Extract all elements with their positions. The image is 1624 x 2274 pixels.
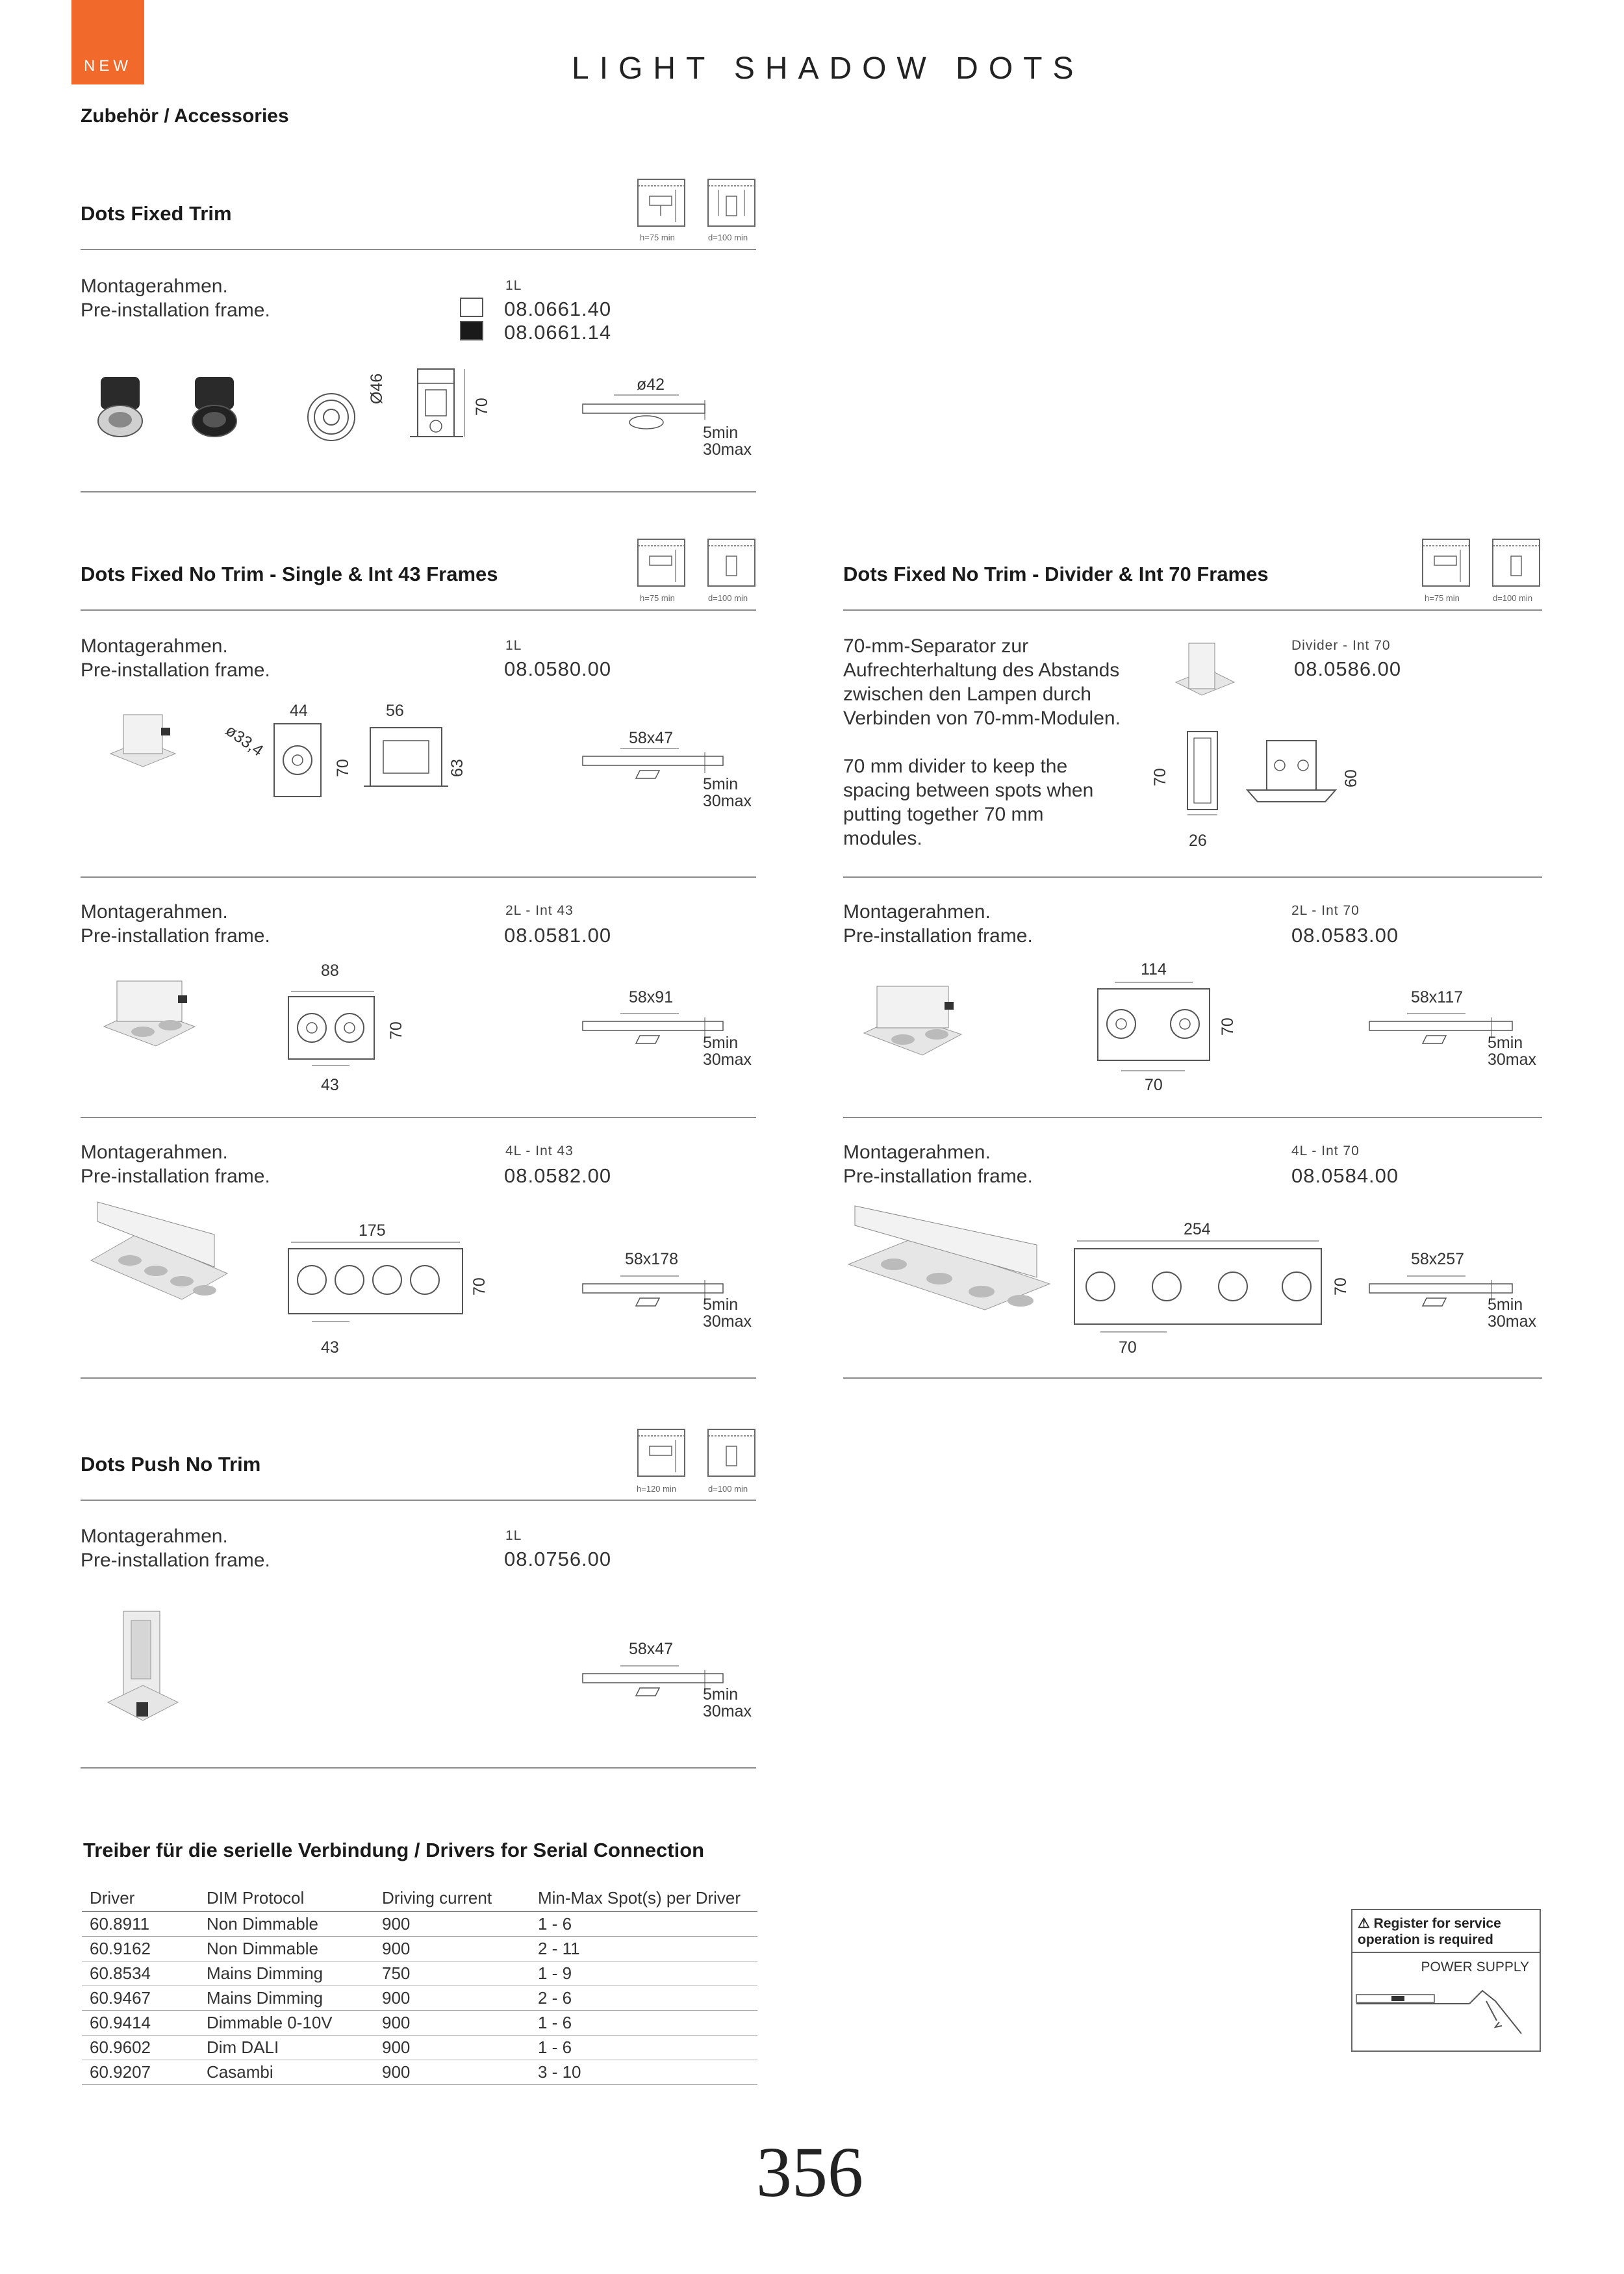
- divider-line: [81, 1377, 756, 1379]
- dim-cutout: 58x91: [629, 988, 674, 1006]
- frame-top-drawing: [1072, 1238, 1325, 1336]
- product-qty: 4L - Int 70: [1291, 1143, 1360, 1158]
- divider-line: [81, 1500, 756, 1501]
- dim-width: 88: [321, 962, 339, 980]
- product-description: Montagerahmen. Pre-installation frame.: [81, 275, 270, 321]
- dim-pitch: 70: [1145, 1076, 1163, 1094]
- divider-line: [81, 1117, 756, 1118]
- service-warning: ⚠ Register for service operation is required: [1352, 1910, 1540, 1953]
- frame-top-drawing: [286, 1240, 468, 1331]
- dim-cutout: 58x47: [629, 729, 674, 747]
- install-depth-icon: [637, 177, 767, 242]
- subheading: Zubehör / Accessories: [81, 105, 289, 127]
- install-note-h: h=75 min: [640, 233, 675, 242]
- dim-pitch: 43: [321, 1076, 339, 1094]
- install-note-h: h=120 min: [637, 1484, 677, 1494]
- front-view-drawing: [305, 390, 364, 448]
- divider-line: [81, 609, 756, 611]
- dim-width: 254: [1184, 1220, 1211, 1238]
- product-photo-frame: [104, 702, 182, 780]
- dim-max: 30max: [703, 792, 752, 810]
- black-finish-swatch: [460, 321, 483, 340]
- install-note-d: d=100 min: [708, 233, 748, 242]
- dim-max: 30max: [703, 1702, 752, 1720]
- product-code: 08.0582.00: [504, 1164, 612, 1187]
- product-qty: Divider - Int 70: [1291, 638, 1391, 653]
- product-photo-frame: [842, 1212, 1056, 1316]
- product-code: 08.0580.00: [504, 658, 612, 680]
- product-qty: 1L: [505, 638, 522, 653]
- divider-line: [843, 609, 1542, 611]
- product-code: 08.0586.00: [1294, 658, 1402, 680]
- product-description: Montagerahmen. Pre-installation frame.: [81, 635, 270, 681]
- power-supply-drawing: [1352, 1975, 1540, 2047]
- power-supply-label: POWER SUPPLY: [1421, 1960, 1529, 1974]
- product-photo-divider: [1169, 637, 1241, 708]
- dim-max: 30max: [703, 441, 752, 459]
- dim-height-1: 70: [334, 759, 352, 777]
- install-note-h: h=75 min: [640, 593, 675, 603]
- product-photo-frame: [857, 975, 968, 1059]
- install-depth-icon: [637, 1427, 767, 1492]
- product-photo-push: [104, 1605, 182, 1728]
- dim-height-1: 70: [1151, 768, 1169, 786]
- product-code-white: 08.0661.40: [504, 298, 612, 320]
- install-note-d: d=100 min: [708, 593, 748, 603]
- dim-cutout: 58x178: [625, 1250, 679, 1268]
- divider-line: [81, 1767, 756, 1769]
- dim-pitch: 70: [1119, 1338, 1137, 1357]
- product-qty: 2L - Int 70: [1291, 903, 1360, 918]
- dim-diameter: Ø46: [368, 373, 386, 404]
- dim-pitch: 43: [321, 1338, 339, 1357]
- dim-width: 26: [1189, 832, 1207, 850]
- dim-height-2: 63: [448, 759, 466, 777]
- dim-max: 30max: [1488, 1051, 1537, 1069]
- product-code: 08.0756.00: [504, 1548, 612, 1570]
- divider-description: 70-mm-Separator zur Aufrechterhaltung des Abstands zwischen den Lampen durch Verbinden von 70-mm-Modulen. 70 mm divider to keep the spacing between spots when putting together 70 mm modules.: [843, 635, 1121, 849]
- frame-top-drawing: [273, 721, 455, 806]
- section-title-no-trim-single: Dots Fixed No Trim - Single & Int 43 Frames: [81, 563, 498, 585]
- divider-drawing: [1182, 729, 1364, 820]
- drivers-table: [82, 1884, 757, 2085]
- page-number: 356: [756, 2132, 863, 2212]
- dim-max: 30max: [703, 1312, 752, 1331]
- divider-line: [843, 1377, 1542, 1379]
- product-qty: 4L - Int 43: [505, 1143, 574, 1158]
- dim-width: 114: [1141, 960, 1167, 978]
- product-description: Montagerahmen. Pre-installation frame.: [843, 1142, 1033, 1187]
- section-title-fixed-trim: Dots Fixed Trim: [81, 202, 232, 225]
- table-row: 60.9467 Mains Dimming 900 2 - 6: [82, 1986, 757, 2011]
- table-row: 60.9414 Dimmable 0-10V 900 1 - 6: [82, 2011, 757, 2036]
- dim-width: 175: [359, 1221, 386, 1240]
- install-depth-icon: [1421, 537, 1551, 602]
- dim-cutout: ø42: [637, 376, 665, 394]
- column-header: Driving current: [374, 1884, 530, 1911]
- drivers-title: Treiber für die serielle Verbindung / Drivers for Serial Connection: [83, 1839, 705, 1861]
- dim-max: 30max: [1488, 1312, 1537, 1331]
- dim-min: 5min: [1488, 1296, 1523, 1314]
- dim-min: 5min: [703, 1034, 739, 1052]
- table-row: 60.8534 Mains Dimming 750 1 - 9: [82, 1961, 757, 1986]
- dim-cutout: 58x117: [1411, 988, 1464, 1006]
- product-code: 08.0583.00: [1291, 924, 1399, 947]
- divider-line: [843, 876, 1542, 878]
- table-row: 60.9162 Non Dimmable 900 2 - 11: [82, 1937, 757, 1961]
- divider-line: [81, 249, 756, 250]
- product-description: Montagerahmen. Pre-installation frame.: [81, 1142, 270, 1187]
- table-row: 60.8911 Non Dimmable 900 1 - 6: [82, 1911, 757, 1937]
- dim-min: 5min: [703, 424, 739, 442]
- divider-line: [81, 876, 756, 878]
- install-note-d: d=100 min: [1493, 593, 1533, 603]
- product-description: Montagerahmen. Pre-installation frame.: [81, 901, 270, 947]
- product-qty: 2L - Int 43: [505, 903, 574, 918]
- dim-min: 5min: [703, 1296, 739, 1314]
- dim-width-2: 56: [386, 702, 404, 720]
- product-photo-spots: [94, 370, 276, 448]
- divider-line: [843, 1117, 1542, 1118]
- product-code-black: 08.0661.14: [504, 321, 612, 344]
- section-title-push-no-trim: Dots Push No Trim: [81, 1453, 261, 1476]
- product-photo-frame: [84, 1208, 234, 1306]
- product-code: 08.0584.00: [1291, 1164, 1399, 1187]
- column-header: Driver: [82, 1884, 199, 1911]
- dim-min: 5min: [703, 1685, 739, 1704]
- brand-title: LIGHT SHADOW DOTS: [572, 51, 1084, 86]
- white-finish-swatch: [460, 298, 483, 317]
- product-description: Montagerahmen. Pre-installation frame.: [843, 901, 1033, 947]
- product-description: Montagerahmen. Pre-installation frame.: [81, 1526, 270, 1571]
- table-row: 60.9207 Casambi 900 3 - 10: [82, 2060, 757, 2085]
- dim-height: 70: [473, 398, 491, 416]
- table-row: 60.9602 Dim DALI 900 1 - 6: [82, 2036, 757, 2060]
- warning-icon: ⚠: [1358, 1916, 1370, 1931]
- product-photo-frame: [97, 968, 201, 1053]
- dim-height: 70: [1332, 1277, 1350, 1296]
- dim-cutout: 58x47: [629, 1640, 674, 1658]
- install-depth-icon: [637, 537, 767, 602]
- dim-height-2: 60: [1342, 769, 1360, 787]
- dim-height: 70: [1219, 1017, 1237, 1036]
- dim-cutout: 58x257: [1411, 1250, 1465, 1268]
- dim-height: 70: [470, 1277, 488, 1296]
- divider-line: [81, 491, 756, 492]
- table-header-row: [82, 1884, 757, 1911]
- install-note-d: d=100 min: [708, 1484, 748, 1494]
- product-qty: 1L: [505, 278, 522, 293]
- product-code: 08.0581.00: [504, 924, 612, 947]
- frame-top-drawing: [286, 989, 383, 1073]
- side-view-drawing: [406, 364, 471, 448]
- dim-min: 5min: [1488, 1034, 1523, 1052]
- column-header: DIM Protocol: [199, 1884, 374, 1911]
- column-header: Min-Max Spot(s) per Driver: [530, 1884, 757, 1911]
- frame-top-drawing: [1095, 980, 1219, 1084]
- product-qty: 1L: [505, 1528, 522, 1543]
- dim-min: 5min: [703, 775, 739, 793]
- install-note-h: h=75 min: [1425, 593, 1460, 603]
- new-badge: NEW: [71, 0, 144, 84]
- dim-height: 70: [387, 1021, 405, 1040]
- dim-width-1: 44: [290, 702, 308, 720]
- section-title-no-trim-divider: Dots Fixed No Trim - Divider & Int 70 Frames: [843, 563, 1269, 585]
- dim-max: 30max: [703, 1051, 752, 1069]
- dim-diameter: ø33,4: [222, 721, 267, 760]
- service-notice-box: [1351, 1909, 1541, 2052]
